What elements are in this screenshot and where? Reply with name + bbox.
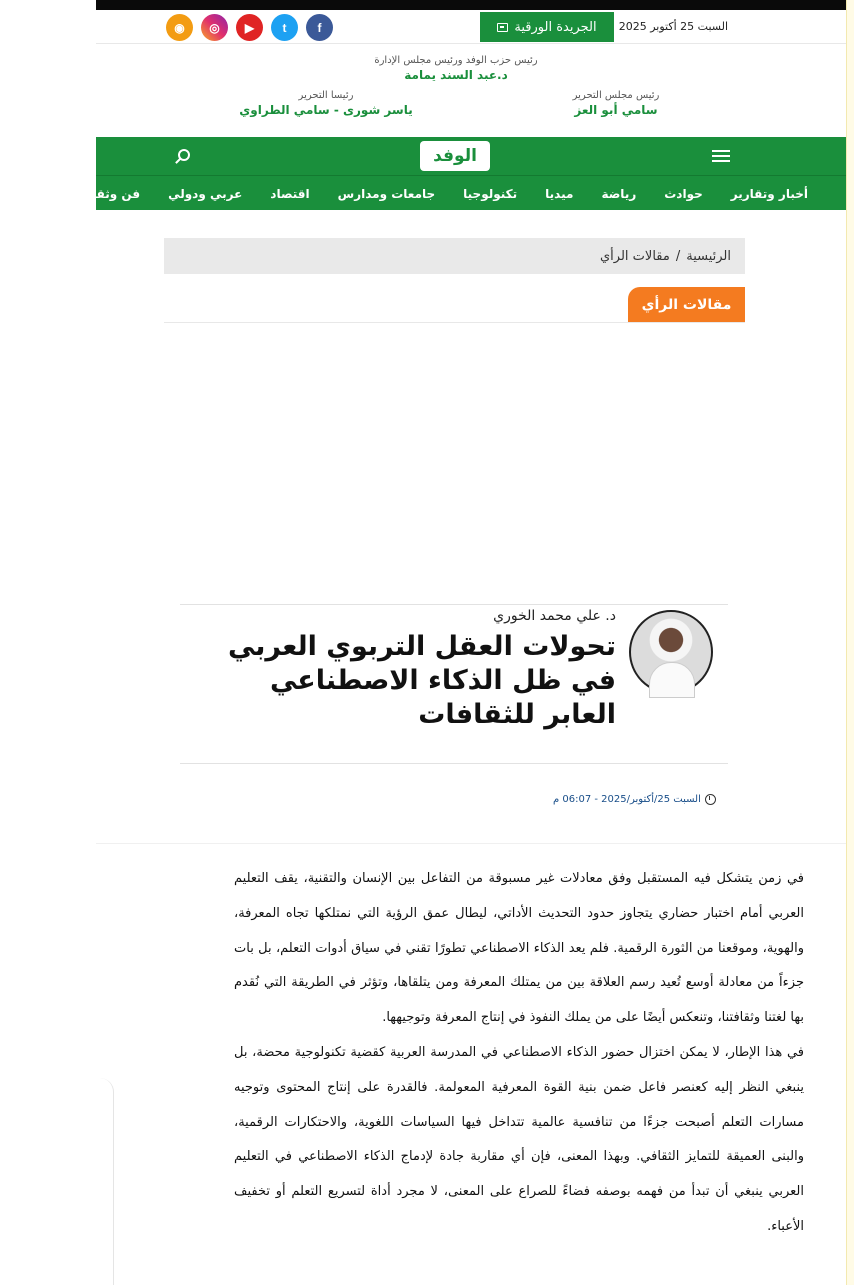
article-card-top-border bbox=[180, 604, 728, 605]
chairman-block bbox=[346, 55, 566, 82]
nav-item-women[interactable]: المرأة bbox=[13, 186, 49, 201]
twitter-icon[interactable]: t bbox=[271, 14, 298, 41]
youtube-icon[interactable]: ▶ bbox=[236, 14, 263, 41]
main-header bbox=[96, 137, 846, 175]
top-info-bar bbox=[96, 10, 846, 44]
breadcrumb bbox=[164, 238, 745, 274]
article-paragraph: في زمن يتشكل فيه المستقبل وفق معادلات غير مسبوقة من التفاعل بين الإنسان والتقنية، يقف التعليم العربي أمام اختبار حضاري يتجاوز حدود التحديث الأداتي، ليطال عمق الرؤية التي نمتلكها تجاه المعرفة، والهوية، وموقعنا من الثورة الرقمية. فلم يعد الذكاء الاصطناعي تطورًا تقني في سياق أدوات التعلم، بل بات جزءاً من معادلة أوسع تُعيد رسم العلاقة بين من يمتلك المعرفة ومن يتلقاها، وتؤثر في الطريقة التي نُقدم بها لغتنا وثقافتنا، وتنعكس أيضًا على من يملك النفوذ في إنتاج المعرفة وتوجيهها. bbox=[234, 871, 804, 1026]
top-black-strip bbox=[96, 0, 846, 10]
left-floating-panel bbox=[96, 1078, 114, 1285]
nav-item-culture[interactable]: فن وثقافة bbox=[77, 186, 141, 201]
nav-item-news[interactable]: أخبار وتقارير bbox=[730, 186, 808, 201]
newspaper-icon bbox=[497, 23, 508, 32]
nav-item-universities[interactable]: جامعات ومدارس bbox=[337, 186, 436, 201]
right-edge-strip bbox=[846, 0, 854, 1285]
rss-icon[interactable]: ◉ bbox=[166, 14, 193, 41]
breadcrumb-home[interactable]: الرئيسية bbox=[686, 248, 731, 264]
nav-item-economy[interactable]: اقتصاد bbox=[270, 186, 310, 201]
breadcrumb-separator: / bbox=[675, 248, 681, 264]
category-nav bbox=[13, 175, 846, 210]
article-title: تحولات العقل التربوي العربي في ظل الذكاء الاصطناعي العابر للثقافات bbox=[227, 631, 616, 730]
publish-time-text: السبت 25/أكتوبر/2025 - 06:07 م bbox=[553, 794, 701, 805]
article-paragraph: في هذا الإطار، لا يمكن اختزال حضور الذكاء الاصطناعي في المدرسة العربية كقضية تكنولوجية محضة، بل ينبغي النظر إليه كعنصر فاعل ضمن بنية القوة المعرفية المعولمة. فالقدرة على إنتاج المحتوى وتوجيه مسارات التعلم أصبحت جزءًا من تنافسية عالمية تتداخل فيها السياسات اللغوية، والاحتكارات الرقمية، والبنى العميقة للتمايز الثقافي. وبهذا المعنى، فإن أي مقاربة جادة لإدماج الذكاء الاصطناعي في التعليم العربي ينبغي أن تبدأ من فهمه بوصفه فضاءً للصراع على المعنى، لا مجرد أداة لتسريع التعلم أو تخفيف الأعباء. bbox=[234, 1044, 804, 1234]
nav-item-sports[interactable]: رياضة bbox=[601, 186, 637, 201]
editors-label: رئيسا التحرير bbox=[298, 90, 354, 101]
site-logo[interactable]: الوفد bbox=[420, 141, 490, 171]
publish-time bbox=[553, 794, 716, 805]
hamburger-menu-icon[interactable] bbox=[712, 150, 730, 162]
article-card-bottom-border bbox=[180, 763, 728, 764]
content-divider bbox=[96, 843, 846, 844]
nav-item-incidents[interactable]: حوادث bbox=[664, 186, 703, 201]
author-avatar[interactable] bbox=[629, 610, 713, 694]
chairman-name: د.عبد السند يمامة bbox=[404, 68, 508, 82]
editors-block bbox=[236, 90, 416, 117]
clock-icon bbox=[705, 794, 716, 805]
search-icon[interactable] bbox=[178, 149, 190, 161]
nav-item-technology[interactable]: تكنولوجيا bbox=[463, 186, 518, 201]
current-date: السبت 25 أكتوبر 2025 bbox=[618, 20, 728, 33]
article-body bbox=[234, 862, 804, 1245]
print-edition-label: الجريدة الورقية bbox=[514, 19, 597, 35]
chairman-label: رئيس حزب الوفد ورئيس مجلس الإدارة bbox=[374, 55, 538, 66]
section-divider bbox=[164, 322, 745, 323]
facebook-icon[interactable]: f bbox=[306, 14, 333, 41]
nav-item-world[interactable]: عربي ودولي bbox=[168, 186, 243, 201]
editors-name: ياسر شورى - سامي الطراوي bbox=[239, 103, 413, 117]
board-editor-name: سامي أبو العز bbox=[574, 103, 658, 117]
instagram-icon[interactable]: ◎ bbox=[201, 14, 228, 41]
author-name[interactable]: د. علي محمد الخوري bbox=[493, 608, 616, 624]
social-links bbox=[166, 14, 333, 41]
section-tag[interactable]: مقالات الرأي bbox=[628, 287, 745, 322]
board-editor-label: رئيس مجلس التحرير bbox=[572, 90, 660, 101]
board-editor-block bbox=[556, 90, 676, 117]
nav-item-media[interactable]: ميديا bbox=[545, 186, 574, 201]
print-edition-button[interactable] bbox=[480, 12, 614, 42]
breadcrumb-current[interactable]: مقالات الرأي bbox=[600, 248, 670, 264]
